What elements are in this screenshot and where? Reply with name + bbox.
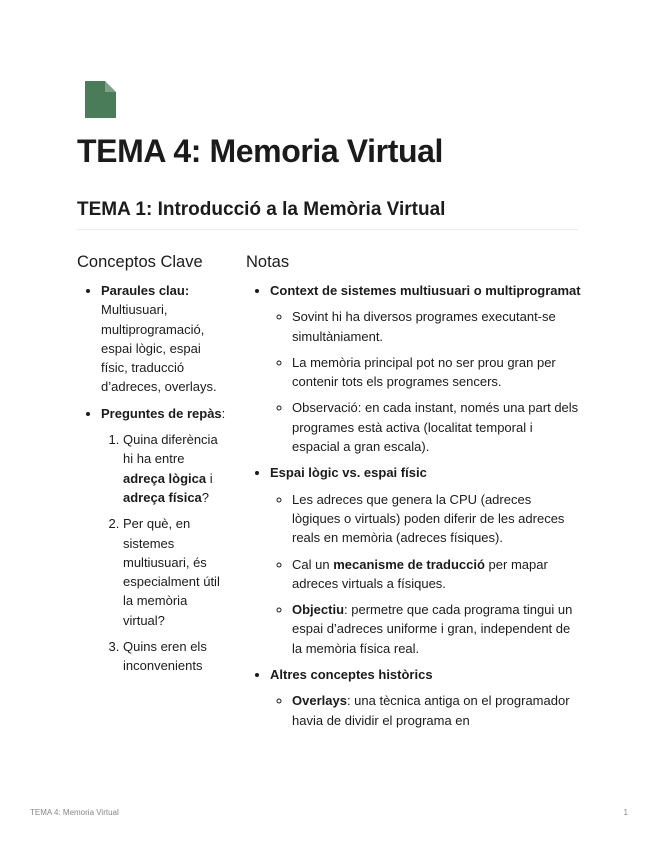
notes-column bbox=[246, 281, 581, 737]
note-section-title: Altres conceptes històrics bbox=[270, 667, 433, 683]
note-section-context bbox=[270, 281, 581, 456]
note-item: ◦ Cal un mecanisme de traducció per mapar adreces virtuals a físiques. bbox=[292, 555, 581, 594]
question-3: 3. Quins eren els inconvenients bbox=[123, 637, 227, 676]
note-section-title: Context de sistemes multiusuari o multiprogramat bbox=[270, 283, 581, 298]
note-item: ◦ Overlays: una tècnica antiga on el programador havia de dividir el programa en bbox=[292, 691, 581, 730]
list-item-keywords: • Paraules clau: Multiusuari, multiprogramació, espai lògic, espai físic, traducció d’adreces, overlays. bbox=[101, 281, 227, 397]
note-item: ◦ La memòria principal pot no ser prou gran per contenir tots els programes sencers. bbox=[292, 353, 581, 392]
column-title-notes: Notas bbox=[246, 253, 290, 271]
keywords-label: Paraules clau bbox=[101, 283, 185, 298]
note-item: ◦ Observació: en cada instant, només una part dels programes està activa (localitat temporal i espacial a gran escala). bbox=[292, 398, 581, 456]
note-item: ◦ Sovint hi ha diversos programes executant-se simultàniament. bbox=[292, 307, 581, 346]
questions-label: Preguntes de repàs bbox=[101, 405, 222, 421]
question-1: 1. Quina diferència hi ha entre adreça lògica i adreça física? bbox=[123, 430, 227, 507]
note-section-logical-physical bbox=[270, 463, 581, 658]
keywords-text: Multiusuari, multiprogramació, espai lògic, espai físic, traducció d’adreces, overlays. bbox=[101, 302, 217, 395]
document-icon bbox=[85, 81, 116, 118]
section-heading: TEMA 1: Introducció a la Memòria Virtual bbox=[77, 199, 578, 230]
note-item: ◦ Les adreces que genera la CPU (adreces lògiques o virtuals) poden diferir de les adreces reals en memòria (adreces físiques). bbox=[292, 490, 581, 548]
list-item-questions: • Preguntes de repàs: 1. Quina diferència hi ha entre adreça lògica i adreça física? 2. Per què, en sistemes multiusuari, és especialment útil la memòria virtual? 3. Quins eren els inconvenients bbox=[101, 404, 227, 676]
question-2: 2. Per què, en sistemes multiusuari, és especialment útil la memòria virtual? bbox=[123, 514, 227, 630]
page-title: TEMA 4: Memoria Virtual bbox=[77, 133, 443, 169]
footer-title: TEMA 4: Memoria Virtual bbox=[30, 808, 119, 817]
note-section-historical bbox=[270, 665, 581, 730]
key-concepts-column bbox=[77, 281, 227, 683]
note-item: ◦ Objectiu: permetre que cada programa tingui un espai d’adreces uniforme i gran, independent de la memòria física real. bbox=[292, 600, 581, 658]
column-title-key-concepts: Conceptos Clave bbox=[77, 253, 203, 271]
page-number: 1 bbox=[623, 808, 628, 817]
note-section-title: Espai lògic vs. espai físic bbox=[270, 465, 427, 481]
